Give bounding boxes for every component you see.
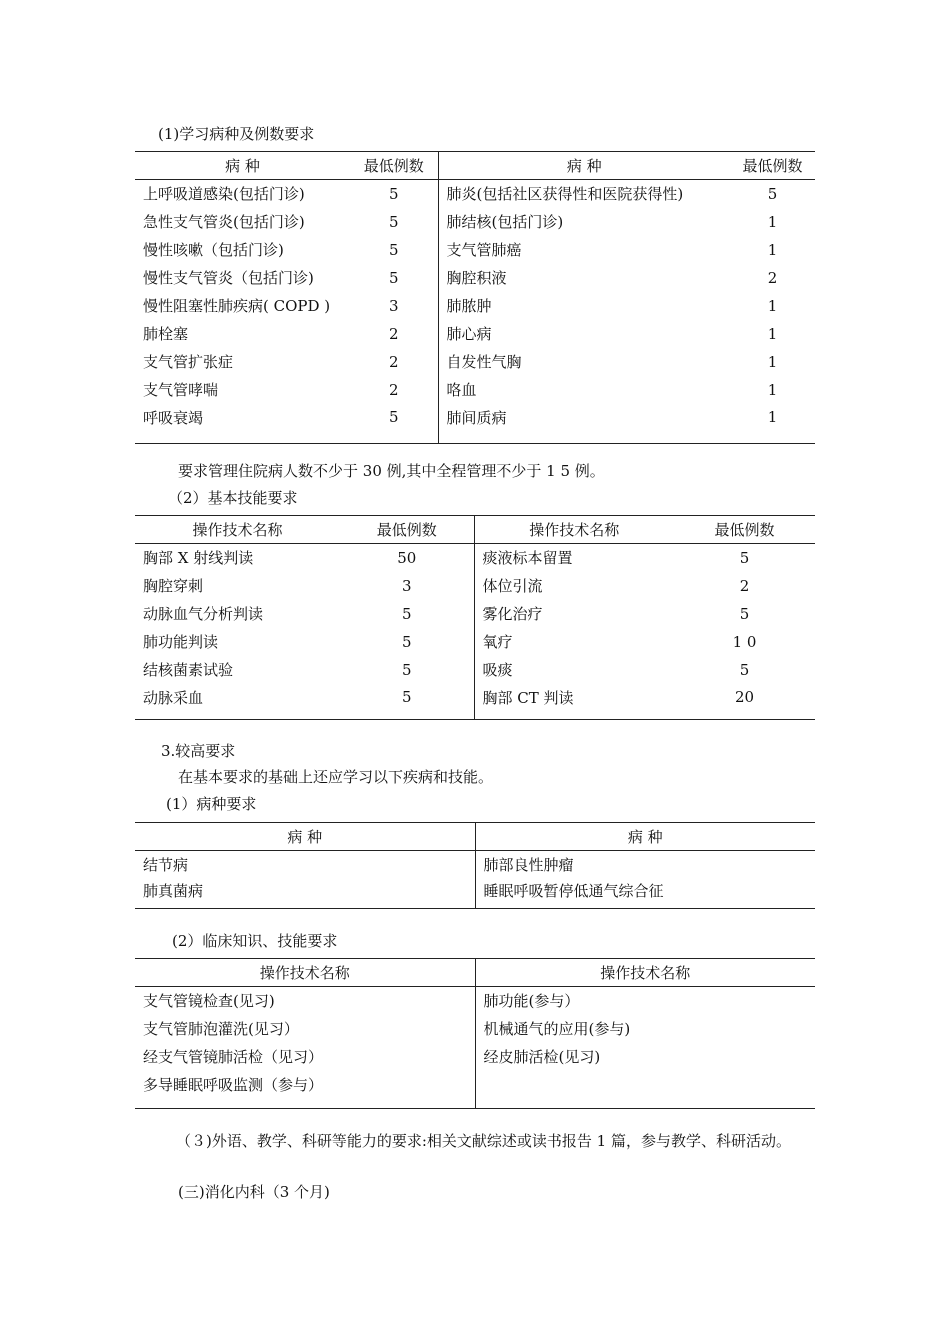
name-cell: 经皮肺活检(见习) xyxy=(475,1043,815,1071)
min-cases-cell: 1 xyxy=(767,352,778,371)
header-min-cases: 最低例数 xyxy=(350,152,438,180)
next-section-title: (三)消化内科（3 个月) xyxy=(178,1183,330,1201)
table-row xyxy=(135,348,815,376)
name-cell: 慢性阻塞性肺疾病( COPD ) xyxy=(143,297,331,315)
min-cases-cell: 5 xyxy=(401,688,412,707)
name-cell: 肺脓肿 xyxy=(438,292,730,320)
header-operation-name: 操作技术名称 xyxy=(475,959,815,987)
min-cases-cell: 1 0 xyxy=(732,632,757,651)
min-cases-cell: 1 xyxy=(767,380,778,399)
table-row xyxy=(135,544,815,572)
name-cell: 支气管哮喘 xyxy=(143,381,219,399)
name-cell: 支气管扩张症 xyxy=(143,353,234,371)
table-row xyxy=(135,292,815,320)
table-row xyxy=(135,628,815,656)
table-body xyxy=(135,987,815,1109)
name-cell: 吸痰 xyxy=(474,656,674,684)
name-cell: 结节病 xyxy=(143,855,189,874)
min-cases-cell: 5 xyxy=(401,604,412,623)
min-cases-cell: 5 xyxy=(401,660,412,679)
table-header-row xyxy=(135,152,815,180)
table-row xyxy=(135,264,815,292)
table-row xyxy=(135,404,815,444)
header-min-cases: 最低例数 xyxy=(340,516,474,544)
name-cell: 肺栓塞 xyxy=(143,325,189,343)
name-cell: 肺功能(参与） xyxy=(475,987,815,1015)
min-cases-cell: 2 xyxy=(388,352,399,371)
name-cell: 胸腔积液 xyxy=(438,264,730,292)
table-row xyxy=(135,376,815,404)
name-cell xyxy=(475,1071,815,1109)
min-cases-cell: 5 xyxy=(388,184,399,203)
name-cell: 支气管肺泡灌洗(见习） xyxy=(143,1020,299,1038)
header-disease: 病 种 xyxy=(135,152,350,180)
name-cell: 咯血 xyxy=(438,376,730,404)
table-row xyxy=(135,1043,815,1071)
name-cell: 结核菌素试验 xyxy=(143,661,234,679)
name-cell: 肺炎(包括社区获得性和医院获得性) xyxy=(438,180,730,208)
name-cell: 上呼吸道感染(包括门诊) xyxy=(143,185,305,204)
table-basic-skills xyxy=(135,515,815,720)
table-body xyxy=(135,180,815,444)
header-min-cases: 最低例数 xyxy=(730,152,815,180)
name-cell: 慢性咳嗽（包括门诊) xyxy=(143,241,284,259)
min-cases-cell: 1 xyxy=(767,240,778,259)
table-row xyxy=(135,851,815,878)
min-cases-cell: 50 xyxy=(397,548,417,567)
table-advanced-diseases xyxy=(135,822,815,909)
table-row xyxy=(135,236,815,264)
min-cases-cell: 3 xyxy=(388,296,399,315)
table-row xyxy=(135,878,815,909)
table-row xyxy=(135,600,815,628)
section3-3-text: （３)外语、教学、科研等能力的要求:相关文献综述或读书报告 1 篇，参与教学、科研活动。 xyxy=(176,1132,791,1150)
name-cell: 支气管肺癌 xyxy=(438,236,730,264)
header-disease: 病 种 xyxy=(135,823,475,851)
name-cell: 氧疗 xyxy=(474,628,674,656)
name-cell: 肺部良性肿瘤 xyxy=(475,851,815,878)
name-cell: 动脉采血 xyxy=(143,688,204,707)
table-header-row xyxy=(135,823,815,851)
min-cases-cell: 1 xyxy=(767,408,778,427)
header-operation-name: 操作技术名称 xyxy=(474,516,674,544)
name-cell: 肺功能判读 xyxy=(143,633,219,651)
min-cases-cell: 5 xyxy=(767,184,778,203)
name-cell: 雾化治疗 xyxy=(474,600,674,628)
name-cell: 痰液标本留置 xyxy=(474,544,674,572)
table-header-row xyxy=(135,959,815,987)
min-cases-cell: 5 xyxy=(739,604,750,623)
header-operation-name: 操作技术名称 xyxy=(135,516,340,544)
name-cell: 慢性支气管炎（包括门诊) xyxy=(143,269,314,287)
name-cell: 胸部 CT 判读 xyxy=(474,684,674,720)
table-row xyxy=(135,320,815,348)
table-row xyxy=(135,572,815,600)
table-row xyxy=(135,180,815,208)
min-cases-cell: 2 xyxy=(388,324,399,343)
min-cases-cell: 20 xyxy=(734,688,755,707)
table-row xyxy=(135,208,815,236)
min-cases-cell: 5 xyxy=(388,268,399,287)
table-diseases-min-cases xyxy=(135,151,815,444)
name-cell: 肺心病 xyxy=(438,320,730,348)
name-cell: 肺真菌病 xyxy=(143,882,204,901)
name-cell: 肺结核(包括门诊) xyxy=(438,208,730,236)
min-cases-cell: 2 xyxy=(739,576,750,595)
min-cases-cell: 3 xyxy=(401,576,412,595)
min-cases-cell: 5 xyxy=(401,632,412,651)
min-cases-cell: 2 xyxy=(388,380,399,399)
name-cell: 睡眠呼吸暂停低通气综合征 xyxy=(475,878,815,909)
table-body xyxy=(135,851,815,909)
name-cell: 多导睡眠呼吸监测（参与） xyxy=(143,1075,324,1094)
name-cell: 支气管镜检查(见习) xyxy=(143,992,275,1011)
manage-note: 要求管理住院病人数不少于 30 例,其中全程管理不少于 1 5 例。 xyxy=(178,462,605,480)
table-row xyxy=(135,656,815,684)
table-row xyxy=(135,684,815,720)
name-cell: 急性支气管炎(包括门诊) xyxy=(143,213,305,231)
min-cases-cell: 1 xyxy=(767,296,778,315)
header-disease: 病 种 xyxy=(475,823,815,851)
header-disease: 病 种 xyxy=(438,152,730,180)
section1-title: (1)学习病种及例数要求 xyxy=(158,125,315,143)
min-cases-cell: 5 xyxy=(739,660,750,679)
min-cases-cell: 5 xyxy=(388,240,399,259)
min-cases-cell: 1 xyxy=(767,324,778,343)
section3-intro: 在基本要求的基础上还应学习以下疾病和技能。 xyxy=(178,768,494,786)
table-header-row xyxy=(135,516,815,544)
name-cell: 胸部 X 射线判读 xyxy=(143,549,254,568)
min-cases-cell: 2 xyxy=(767,268,778,287)
section3-2-title: (2）临床知识、技能要求 xyxy=(172,932,338,950)
min-cases-cell: 5 xyxy=(739,548,750,567)
name-cell: 呼吸衰竭 xyxy=(143,408,204,427)
section3-title: 3.较高要求 xyxy=(161,742,236,760)
section3-1-title: (1）病种要求 xyxy=(166,795,257,813)
name-cell: 动脉血气分析判读 xyxy=(143,605,264,623)
table-row xyxy=(135,1015,815,1043)
header-operation-name: 操作技术名称 xyxy=(135,959,475,987)
table-row xyxy=(135,987,815,1015)
name-cell: 体位引流 xyxy=(474,572,674,600)
name-cell: 经支气管镜肺活检（见习） xyxy=(143,1048,324,1066)
name-cell: 机械通气的应用(参与) xyxy=(475,1015,815,1043)
table-row xyxy=(135,1071,815,1109)
name-cell: 自发性气胸 xyxy=(438,348,730,376)
table-clinical-skills xyxy=(135,958,815,1109)
header-min-cases: 最低例数 xyxy=(674,516,815,544)
table-body xyxy=(135,544,815,720)
min-cases-cell: 5 xyxy=(388,212,399,231)
section2-title: （2）基本技能要求 xyxy=(168,489,298,507)
name-cell: 胸腔穿刺 xyxy=(143,577,204,595)
min-cases-cell: 1 xyxy=(767,212,778,231)
name-cell: 肺间质病 xyxy=(438,404,730,444)
min-cases-cell: 5 xyxy=(388,408,399,427)
